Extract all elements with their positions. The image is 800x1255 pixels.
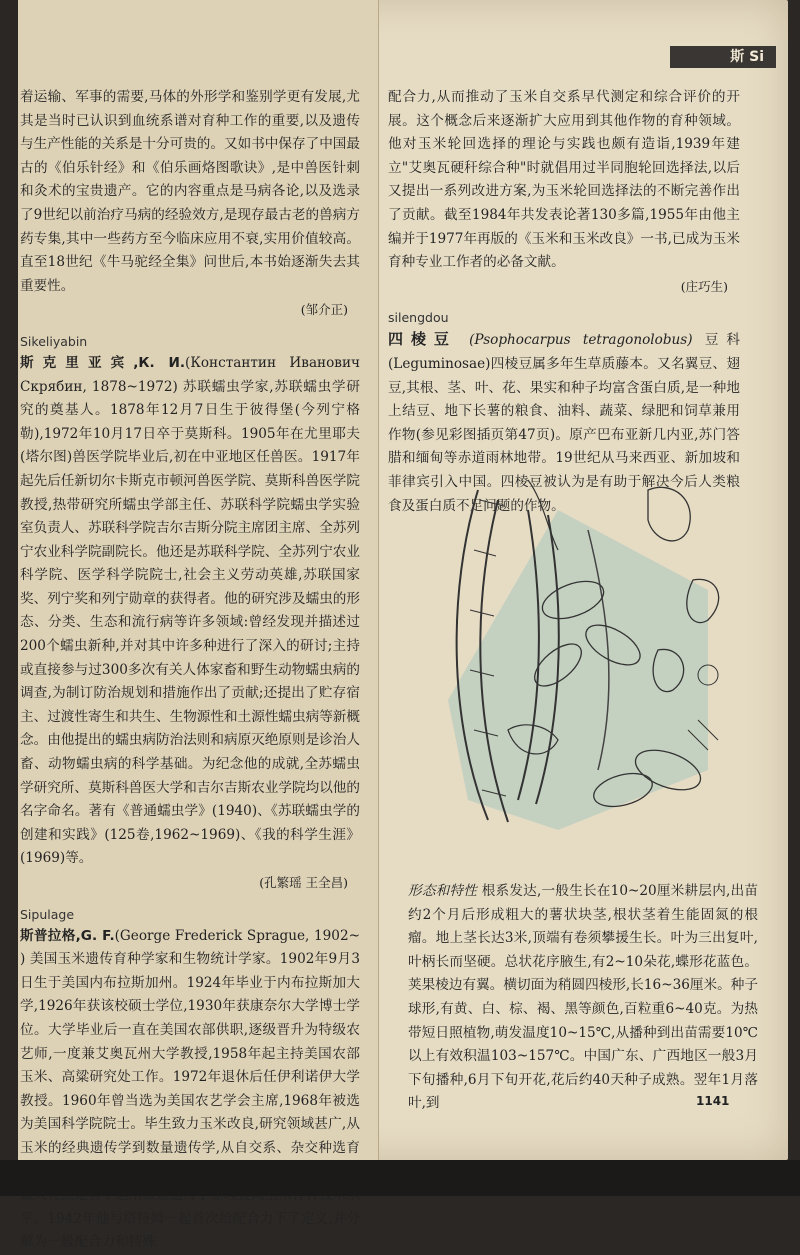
page-number: 1141: [696, 1094, 730, 1108]
entry-sprague: [20, 925, 360, 1255]
entry-body-skryabin: (Константин Иванович Скрябин, 1878~1972) 苏联蠕虫学家,苏联蠕虫学研究的奠基人。1878年12月7日生于彼得堡(今列宁格勒),1972年10月17日卒于莫斯科。1905年在尤里耶夫(塔尔图)兽医学院毕业后,初在中亚地区任兽医。1917年起先后任新切尔卡斯克市顿河兽医学院、莫斯科兽医学院教授,热带研究所蠕虫学部主任、苏联科学院蠕虫学实验室负责人、苏联科学院吉尔吉斯分院主席团主席、全苏列宁农业科学院副院长。他还是苏联科学院、全苏列宁农业科学院、医学科学院院士,社会主义劳动英雄,苏联国家奖、列宁奖和列宁勋章的获得者。他的研究涉及蠕虫的形态、分类、生态和流行病等许多领域:曾经发现并描述过200个蠕虫新种,并对其中许多种进行了深入的研讨;主持或直接参与过300多次有关人体家畜和野生动物蠕虫病的调查,为制订防治规划和措施作出了贡献;还提出了贮存宿主、过渡性寄生和共生、生物源性和土源性蠕虫病等新概念。由他提出的蠕虫病防治法则和病原灭绝原则是诊治人畜、动物蠕虫病的科学基础。为纪念他的成就,全苏蠕虫学研究所、莫斯科兽医大学和吉尔吉斯农业学院均以他的名字命名。著有《普通蠕虫学》(1940)、《苏联蠕虫学的创建和实践》(125卷,1962~1969)、《我的科学生涯》(1969)等。: [20, 354, 360, 867]
entry-body-sprague: (George Frederick Sprague, 1902~ ) 美国玉米遗传育种学家和生物统计学家。1902年9月3日生于美国内布拉斯加州。1924年毕业于内布拉斯加大学,1926年获该校硕士学位,1930年获康奈尔大学博士学位。大学毕业后一直在美国农部供职,逐级晋升为特级农艺师,一度兼艾奥瓦州大学教授,1958年起主持美国农部玉米、高粱研究处工作。1972年退休后任伊利诺伊大学教授。1960年曾当选为美国农艺学会主席,1968年被选为美国科学院院士。毕生致力玉米改良,研究领域甚广,从玉米的经典遗传学到数量遗传学,从自交系、杂交种选育 平。1942年他与塔特姆一起首次给配合力下了定义,并分解为一般配合力和特殊: [20, 927, 360, 1251]
intro-paragraph: 着运输、军事的需要,马体的外形学和鉴别学更有发展,尤其是当时已认识到血统系谱对育种工作的重要,以及遗传与生产性能的关系是十分可贵的。又如书中保存了中国最古的《伯乐针经》和《伯乐画烙图歌诀》,是中兽医针刺和灸术的宝贵遗产。它的内容重点是马病各论,以及选录了9世纪以前治疗马病的经验效方,是现存最古老的兽病方药专集,其中一些药方至今临床应用不衰,实用价值较高。直至18世纪《牛马驼经全集》问世后,本书始逐渐失去其重要性。: [20, 89, 360, 294]
left-column: [20, 86, 360, 1255]
morphology-body: 根系发达,一般生长在10~20厘米耕层内,出苗约2个月后形成粗大的薯状块茎,根状茎着生能固氮的根瘤。地上茎长达3米,顶端有卷须攀援生长。叶为三出复叶,叶柄长而坚硬。总状花序腋生,有2~10朵花,蝶形花蓝色。荚果棱边有翼。横切面为稍圆四棱形,长16~36厘米。种子球形,有黄、白、棕、褐、黑等颜色,百粒重6~40克。为热带短日照植物,萌发温度10~15℃,从播种到出苗需要10℃以上有效积温103~157℃。中国广东、广西地区一般3月下旬播种,6月下旬开花,花后约40天种子成熟。翌年1月落叶,到: [408, 883, 759, 1112]
entry-skryabin: [20, 352, 360, 871]
right-column: [388, 86, 740, 518]
intro-signature: (邹介正): [300, 302, 348, 318]
winged-bean-illustration: [408, 470, 738, 840]
entry-headword-skryabin: 斯克里亚宾,К. И.: [20, 354, 186, 371]
running-header-tab: 斯 Si: [670, 46, 776, 68]
continuation-paragraph: 配合力,从而推动了玉米自交系早代测定和综合评价的开展。这个概念后来逐渐扩大应用到其他作物的育种领域。他对玉米轮回选择的理论与实践也颇有造诣,1939年建立"艾奥瓦硬秆综合种"时就倡用过半同胞轮回选择法,以后又提出一系列改进方案,为玉米轮回选择法的不断完善作出了贡献。截至1984年共发表论著130多篇,1955年由他主编并于1977年再版的《玉米和玉米改良》一书,已成为玉米育种专业工作者的必备文献。: [388, 89, 740, 271]
entry-headword-silengdou: 四棱豆: [388, 330, 457, 349]
entry-pinyin-sprague: Sipulage: [20, 906, 75, 922]
entry-pinyin-skryabin: Sikeliyabin: [20, 333, 88, 349]
background-surface: [0, 1160, 800, 1196]
entry-pinyin-silengdou: silengdou: [388, 310, 449, 326]
book-page: [18, 0, 788, 1251]
entry-latin-name: (Psophocarpus tetragonolobus): [469, 332, 693, 349]
entry-signature-skryabin: (孔繁瑶 王全昌): [259, 875, 348, 890]
morphology-label: 形态和特性: [408, 883, 478, 899]
morphology-section: [408, 880, 758, 1116]
continuation-signature: (庄巧生): [680, 278, 728, 294]
entry-headword-sprague: 斯普拉格,G. F.: [20, 927, 115, 944]
entry-body-silengdou: 豆科(Leguminosae)四棱豆属多年生草质藤本。又名翼豆、翅豆,其根、茎、叶、花、果实和种子均富含蛋白质,是一种地上结豆、地下长薯的粮食、油料、蔬菜、绿肥和饲草兼用作物(参见彩图插页第47页)。原产巴布亚新几内亚,苏门答腊和缅甸等赤道雨林地带。19世纪从马来西亚、新加坡和菲律宾引入中国。四棱豆被认为是有助于解决今后人类粮食及蛋白质不足问题的作物。: [388, 332, 740, 514]
